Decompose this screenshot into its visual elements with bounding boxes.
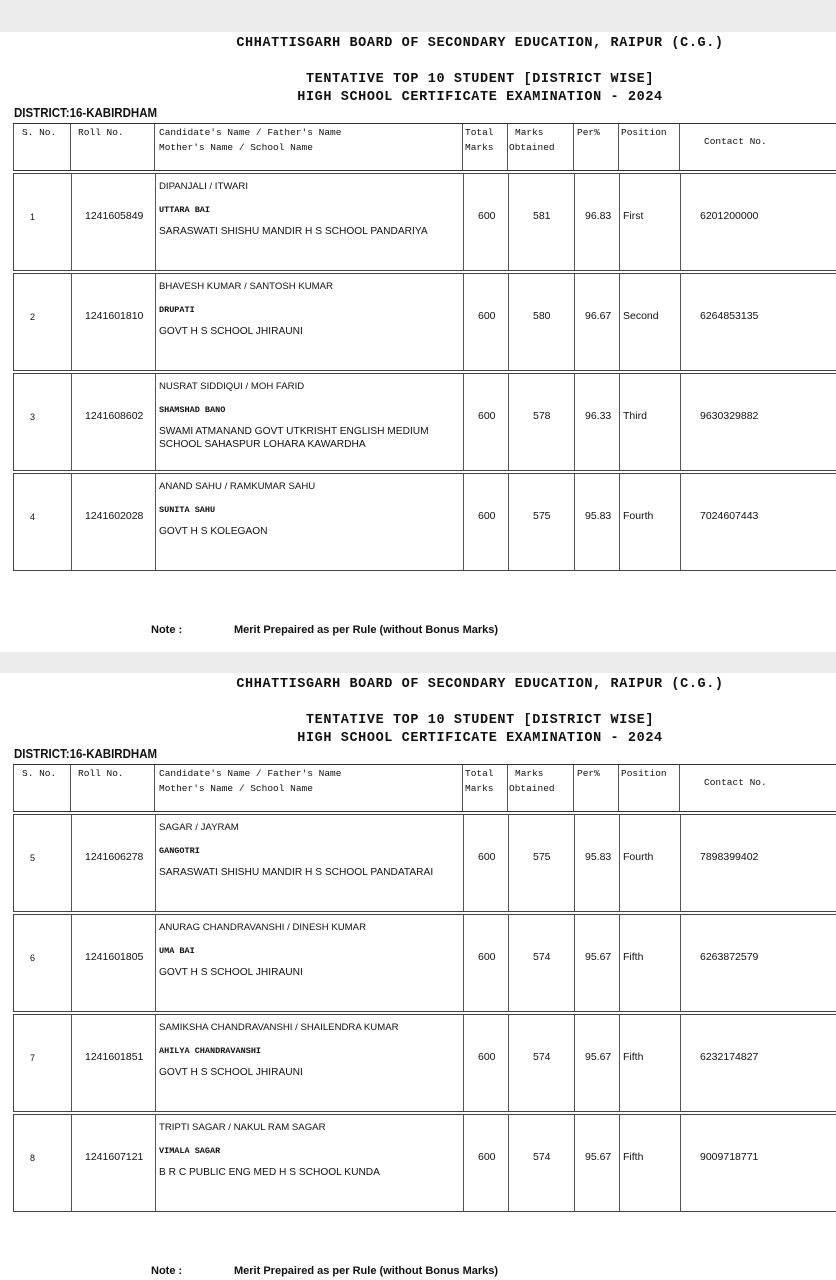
table-body [13,173,836,573]
cell-position [619,815,680,911]
cell-total [463,915,508,1011]
cell-marks [508,274,574,370]
table-row [13,914,836,1012]
school-name: B R C PUBLIC ENG MED H S SCHOOL KUNDA [159,1167,380,1178]
cell-name [155,1015,463,1111]
exam-title: HIGH SCHOOL CERTIFICATE EXAMINATION - 2024 [297,731,663,746]
cell-roll [71,274,155,370]
cell-marks [508,915,574,1011]
header-per: Per% [577,768,600,779]
header-name-2: Mother's Name / School Name [159,783,313,794]
cell-per [574,174,619,270]
cell-name [155,815,463,911]
header-sno: S. No. [22,768,57,779]
cell-contact [680,915,836,1011]
sno-value: 2 [30,312,36,322]
total-value: 600 [478,210,496,222]
contact-value: 7024607443 [700,510,759,522]
header-total-1: Total [465,768,494,779]
cell-total [463,174,508,270]
school-name: SARASWATI SHISHU MANDIR H S SCHOOL PANDARIYA [159,226,428,237]
contact-value: 9009718771 [700,1151,759,1163]
marks-value: 574 [533,1051,551,1063]
cell-total [463,274,508,370]
note-label: Note : [151,1265,183,1277]
per-value: 96.67 [585,310,612,322]
marks-value: 581 [533,210,551,222]
header-contact: Contact No. [704,777,767,788]
per-value: 95.67 [585,1051,612,1063]
cell-sno [14,915,71,1011]
position-value: Fifth [623,951,644,963]
header-position: Position [621,127,667,138]
mother-name: GANGOTRI [159,846,200,856]
marks-value: 574 [533,951,551,963]
total-value: 600 [478,1151,496,1163]
roll-value: 1241602028 [85,510,144,522]
cell-per [574,374,619,470]
col-per [573,765,618,811]
cell-total [463,1115,508,1211]
position-value: Fifth [623,1151,644,1163]
cell-contact [680,174,836,270]
position-value: Fourth [623,510,654,522]
cell-name [155,1115,463,1211]
report-title: TENTATIVE TOP 10 STUDENT [DISTRICT WISE] [305,72,655,87]
note-text: Merit Prepaired as per Rule (without Bonus Marks) [234,1265,499,1277]
cell-total [463,374,508,470]
candidate-father-name: NUSRAT SIDDIQUI / MOH FARID [159,381,305,392]
cell-sno [14,274,71,370]
position-value: Fifth [623,1051,644,1063]
cell-roll [71,174,155,270]
sno-value: 7 [30,1053,36,1063]
table-row [13,1014,836,1112]
col-total [462,765,507,811]
table-row [13,1114,836,1212]
board-heading: CHHATTISGARH BOARD OF SECONDARY EDUCATION, RAIPUR (C.G.) [236,677,724,692]
table-row [13,273,836,371]
cell-roll [71,374,155,470]
cell-marks [508,1015,574,1111]
per-value: 95.67 [585,1151,612,1163]
report-title: TENTATIVE TOP 10 STUDENT [DISTRICT WISE] [305,713,655,728]
cell-sno [14,1115,71,1211]
table-row [13,173,836,271]
table-row [13,473,836,571]
per-value: 95.83 [585,510,612,522]
col-roll [70,124,154,170]
per-value: 95.67 [585,951,612,963]
roll-value: 1241605849 [85,210,144,222]
sno-value: 4 [30,512,36,522]
col-sno [13,765,70,811]
contact-value: 6232174827 [700,1051,759,1063]
marks-value: 574 [533,1151,551,1163]
cell-name [155,274,463,370]
table-header [13,123,836,171]
cell-contact [680,474,836,570]
header-marks-2: Obtained [509,142,555,153]
cell-name [155,174,463,270]
board-heading: CHHATTISGARH BOARD OF SECONDARY EDUCATION, RAIPUR (C.G.) [236,36,724,51]
marks-value: 580 [533,310,551,322]
contact-value: 6263872579 [700,951,759,963]
result-page-1 [0,32,836,652]
position-value: Fourth [623,851,654,863]
col-contact [679,124,836,170]
header-marks-1: Marks [515,127,544,138]
header-name-1: Candidate's Name / Father's Name [159,768,342,779]
header-name-2: Mother's Name / School Name [159,142,313,153]
header-total-1: Total [465,127,494,138]
roll-value: 1241601851 [85,1051,144,1063]
total-value: 600 [478,310,496,322]
note-text: Merit Prepaired as per Rule (without Bonus Marks) [234,624,499,636]
mother-name: DRUPATI [159,305,195,315]
header-roll: Roll No. [78,127,124,138]
per-value: 95.83 [585,851,612,863]
cell-roll [71,915,155,1011]
cell-marks [508,815,574,911]
header-marks-1: Marks [515,768,544,779]
contact-value: 7898399402 [700,851,759,863]
marks-value: 575 [533,510,551,522]
roll-value: 1241601810 [85,310,144,322]
cell-contact [680,1015,836,1111]
mother-name: SUNITA SAHU [159,505,216,515]
header-roll: Roll No. [78,768,124,779]
candidate-father-name: SAGAR / JAYRAM [159,822,239,833]
header-contact: Contact No. [704,136,767,147]
header-total-2: Marks [465,783,494,794]
roll-value: 1241601805 [85,951,144,963]
sno-value: 8 [30,1153,36,1163]
district-label: DISTRICT:16-KABIRDHAM [14,747,158,761]
cell-per [574,274,619,370]
cell-sno [14,474,71,570]
exam-title: HIGH SCHOOL CERTIFICATE EXAMINATION - 2024 [297,90,663,105]
mother-name: UMA BAI [159,946,195,956]
contact-value: 9630329882 [700,410,759,422]
cell-sno [14,815,71,911]
header-marks-2: Obtained [509,783,555,794]
header-name-1: Candidate's Name / Father's Name [159,127,342,138]
cell-roll [71,474,155,570]
cell-marks [508,174,574,270]
col-total [462,124,507,170]
table-body [13,814,836,1214]
col-position [618,124,679,170]
candidate-father-name: ANURAG CHANDRAVANSHI / DINESH KUMAR [159,922,367,933]
sno-value: 5 [30,853,36,863]
cell-roll [71,815,155,911]
mother-name: VIMALA SAGAR [159,1146,221,1156]
cell-position [619,474,680,570]
cell-marks [508,374,574,470]
cell-position [619,274,680,370]
position-value: Third [623,410,647,422]
cell-roll [71,1115,155,1211]
total-value: 600 [478,410,496,422]
cell-name [155,915,463,1011]
total-value: 600 [478,951,496,963]
school-name: GOVT H S SCHOOL JHIRAUNI [159,1067,303,1078]
result-page-2 [0,673,836,1280]
cell-per [574,1015,619,1111]
cell-per [574,1115,619,1211]
table-row [13,373,836,471]
candidate-father-name: DIPANJALI / ITWARI [159,181,249,192]
col-contact [679,765,836,811]
note-label: Note : [151,624,183,636]
cell-position [619,1015,680,1111]
cell-position [619,374,680,470]
col-marks [507,765,573,811]
table-row [13,814,836,912]
candidate-father-name: SAMIKSHA CHANDRAVANSHI / SHAILENDRA KUMAR [159,1022,399,1033]
col-name [154,765,462,811]
cell-marks [508,474,574,570]
district-label: DISTRICT:16-KABIRDHAM [14,106,158,120]
total-value: 600 [478,1051,496,1063]
cell-contact [680,1115,836,1211]
cell-sno [14,1015,71,1111]
header-per: Per% [577,127,600,138]
col-name [154,124,462,170]
school-name: GOVT H S SCHOOL JHIRAUNI [159,967,303,978]
cell-name [155,374,463,470]
roll-value: 1241606278 [85,851,144,863]
col-position [618,765,679,811]
position-value: First [623,210,644,222]
cell-position [619,915,680,1011]
sno-value: 3 [30,412,36,422]
cell-per [574,815,619,911]
mother-name: UTTARA BAI [159,205,211,215]
per-value: 96.33 [585,410,612,422]
marks-value: 575 [533,851,551,863]
table-header [13,764,836,812]
cell-per [574,474,619,570]
sno-value: 6 [30,953,36,963]
cell-roll [71,1015,155,1111]
cell-total [463,1015,508,1111]
cell-sno [14,374,71,470]
cell-per [574,915,619,1011]
mother-name: AHILYA CHANDRAVANSHI [159,1046,262,1056]
per-value: 96.83 [585,210,612,222]
header-total-2: Marks [465,142,494,153]
position-value: Second [623,310,659,322]
col-sno [13,124,70,170]
header-sno: S. No. [22,127,57,138]
sno-value: 1 [30,212,36,222]
header-position: Position [621,768,667,779]
mother-name: SHAMSHAD BANO [159,405,226,415]
col-roll [70,765,154,811]
cell-contact [680,815,836,911]
cell-total [463,815,508,911]
col-per [573,124,618,170]
total-value: 600 [478,851,496,863]
candidate-father-name: ANAND SAHU / RAMKUMAR SAHU [159,481,316,492]
marks-value: 578 [533,410,551,422]
candidate-father-name: TRIPTI SAGAR / NAKUL RAM SAGAR [159,1122,326,1133]
cell-position [619,174,680,270]
total-value: 600 [478,510,496,522]
cell-sno [14,174,71,270]
col-marks [507,124,573,170]
roll-value: 1241608602 [85,410,144,422]
school-name: SWAMI ATMANAND GOVT UTKRISHT ENGLISH MEDIUM SCHOOL SAHASPUR LOHARA KAWARDHA [159,426,429,450]
cell-name [155,474,463,570]
candidate-father-name: BHAVESH KUMAR / SANTOSH KUMAR [159,281,333,292]
contact-value: 6264853135 [700,310,759,322]
cell-contact [680,274,836,370]
roll-value: 1241607121 [85,1151,144,1163]
cell-position [619,1115,680,1211]
school-name: GOVT H S KOLEGAON [159,526,268,537]
cell-total [463,474,508,570]
school-name: GOVT H S SCHOOL JHIRAUNI [159,326,303,337]
cell-contact [680,374,836,470]
school-name: SARASWATI SHISHU MANDIR H S SCHOOL PANDATARAI [159,867,434,878]
cell-marks [508,1115,574,1211]
contact-value: 6201200000 [700,210,759,222]
